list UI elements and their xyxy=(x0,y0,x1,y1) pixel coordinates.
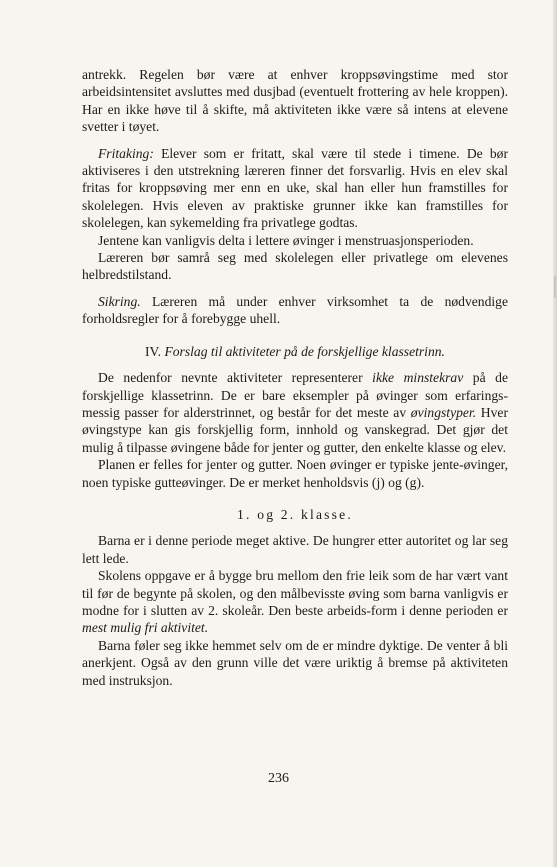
paragraph-recognition: Barna føler seg ikke hemmet selv om de er mindre dyktige. De venter å bli anerkjent. Også av den grunn ville det være uriktig å bremse på aktiviteten med instruksjon. xyxy=(82,637,508,688)
page-body xyxy=(82,66,508,689)
activities-text-b: på de forskjellige klassetrinn. De er bare eksempler på øvinger som erfarings-messig passer for alderstrinnet, og består for det meste av xyxy=(82,370,509,420)
section-title: Forslag til aktiviteter på de forskjellige klassetrinn. xyxy=(164,343,445,359)
section-number: IV. xyxy=(145,343,162,359)
activities-emphasis-1: ikke minstekrav xyxy=(372,370,464,386)
page-number: 236 xyxy=(268,771,289,786)
safety-text: Læreren må under enhver virksomhet ta de nødvendige forholdsregler for å forebygge uhell. xyxy=(82,293,508,327)
school-task-emphasis: mest mulig fri aktivitet. xyxy=(82,620,209,636)
paragraph-plan: Planen er felles for jenter og gutter. Noen øvinger er typiske jente-øvinger, noen typiske gutteøvinger. De er merket henholdsvis (j) og (g). xyxy=(82,457,508,490)
activities-text-c: Hver øvingstype kan gis forskjellig form, innhold og vanskegrad. Det gjør det mulig å tilpasse øvingene både for jenter og gutter, den enkelte klasse og elev. xyxy=(82,404,508,455)
subheading-grades: 1. og 2. klasse. xyxy=(237,506,353,522)
exemption-label: Fritaking: xyxy=(98,145,154,161)
paragraph-children: Barna er i denne periode meget aktive. De hungrer etter autoritet og lar seg lett lede. xyxy=(82,533,508,566)
activities-emphasis-2: øvingstyper. xyxy=(410,404,477,420)
school-task-text: Skolens oppgave er å bygge bru mellom den frie leik som de har vært vant til før de begynte på skolen, og den målbevisste øving som barna vanligvis er modne for i slutten av 2. skoleår. Den beste arbeids-form i denne perioden er xyxy=(82,568,508,618)
paragraph-exemption xyxy=(82,145,508,232)
paragraph-safety xyxy=(82,293,508,328)
paragraph-consult: Læreren bør samrå seg med skolelegen eller privatlege om elevenes helbredstilstand. xyxy=(82,250,508,283)
safety-label: Sikring. xyxy=(98,293,141,309)
paragraph-school-task xyxy=(82,567,508,637)
paragraph-activities xyxy=(82,369,508,456)
paragraph-clothing: antrekk. Regelen bør være at enhver kroppsøvingstime med stor arbeidsintensitet avsluttes med dusjbad (eventuelt frottering av hele kroppen). Har en ikke høve til å skifte, må aktiviteten ikke være så intens at elevene svetter i tøyet. xyxy=(82,67,508,135)
page-edge xyxy=(553,0,557,867)
paragraph-menstruation: Jentene kan vanligvis delta i lettere øvinger i menstruasjonsperioden. xyxy=(98,232,474,248)
exemption-text: Elever som er fritatt, skal være til stede i timene. De bør aktiviseres i den utstrekning læreren finner det forsvarlig. Hvis en elev skal fritas for kroppsøving mer enn en uke, skal han eller hun framstilles for skolelegen. Hvis eleven av praktiske grunner ikke kan framstilles for skolelegen, kan sykemelding fra privatlege godtas. xyxy=(82,145,508,231)
page-edge-mark xyxy=(554,276,556,298)
section-heading xyxy=(82,343,508,360)
activities-text-a: De nedenfor nevnte aktiviteter representerer xyxy=(98,370,373,386)
